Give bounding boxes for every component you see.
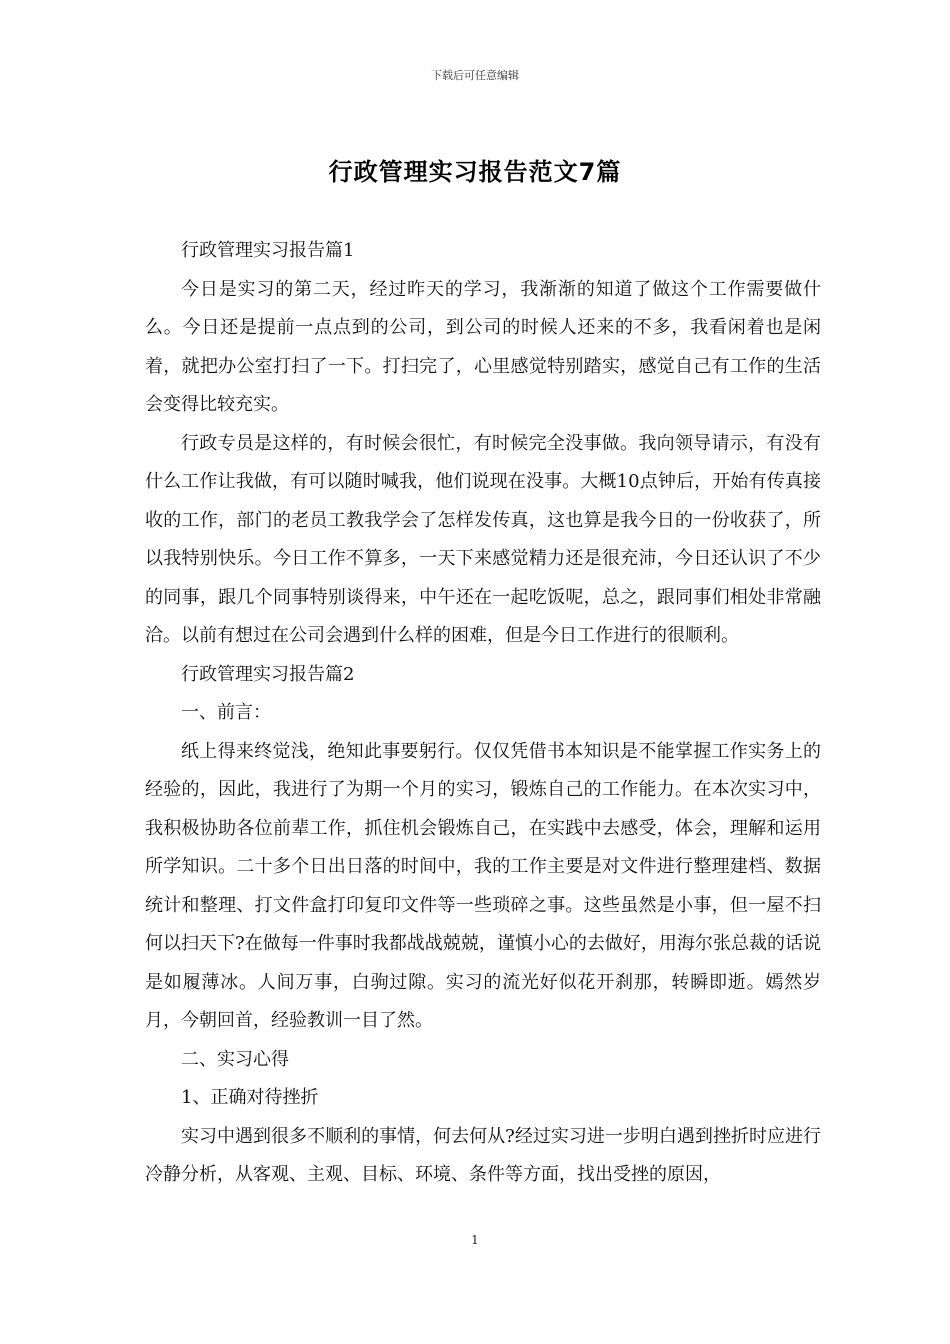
document-body — [145, 232, 821, 1195]
paragraph: 纸上得来终觉浅，绝知此事要躬行。仅仅凭借书本知识是不能掌握工作实务上的经验的，因此，我进行了为期一个月的实习，锻炼自己的工作能力。在本次实习中，我积极协助各位前辈工作，抓住机会锻炼自己，在实践中去感受，体会，理解和运用所学知识。二十多个日出日落的时间中，我的工作主要是对文件进行整理建档、数据统计和整理、打文件盒打印复印文件等一些琐碎之事。这些虽然是小事，但一屋不扫何以扫天下?在做每一件事时我都战战兢兢，谨慎小心的去做好，用海尔张总裁的话说是如履薄冰。人间万事，白驹过隙。实习的流光好似花开刹那，转瞬即逝。嫣然岁月，今朝回首，经验教训一目了然。 — [145, 740, 821, 1031]
subheading-setbacks: 1、正确对待挫折 — [181, 1087, 319, 1108]
page-number: 1 — [471, 1233, 479, 1247]
document-title: 行政管理实习报告范文7篇 — [328, 158, 622, 186]
paragraph: 行政专员是这样的，有时候会很忙，有时候完全没事做。我向领导请示，有没有什么工作让我做，有可以随时喊我，他们说现在没事。大概10点钟后，开始有传真接收的工作，部门的老员工教我学会了怎样发传真，这也算是我今日的一份收获了，所以我特别快乐。今日工作不算多，一天下来感觉精力还是很充沛，今日还认识了不少的同事，跟几个同事特别谈得来，中午还在一起吃饭呢，总之，跟同事们相处非常融洽。以前有想过在公司会遇到什么样的困难，但是今日工作进行的很顺利。 — [145, 432, 821, 646]
header-note: 下载后可任意编辑 — [431, 69, 519, 82]
subheading-preface: 一、前言： — [181, 702, 271, 723]
subheading-internship-insights: 二、实习心得 — [181, 1048, 289, 1070]
section-heading-1: 行政管理实习报告篇1 — [181, 240, 355, 261]
section-heading-2: 行政管理实习报告篇2 — [181, 663, 355, 685]
paragraph: 实习中遇到很多不顺利的事情，何去何从?经过实习进一步明白遇到挫折时应进行冷静分析，从客观、主观、目标、环境、条件等方面，找出受挫的原因， — [145, 1125, 821, 1185]
paragraph: 今日是实习的第二天，经过昨天的学习，我渐渐的知道了做这个工作需要做什么。今日还是提前一点点到的公司，到公司的时候人还来的不多，我看闲着也是闲着，就把办公室打扫了一下。打扫完了，心里感觉特别踏实，感觉自己有工作的生活会变得比较充实。 — [145, 278, 821, 415]
